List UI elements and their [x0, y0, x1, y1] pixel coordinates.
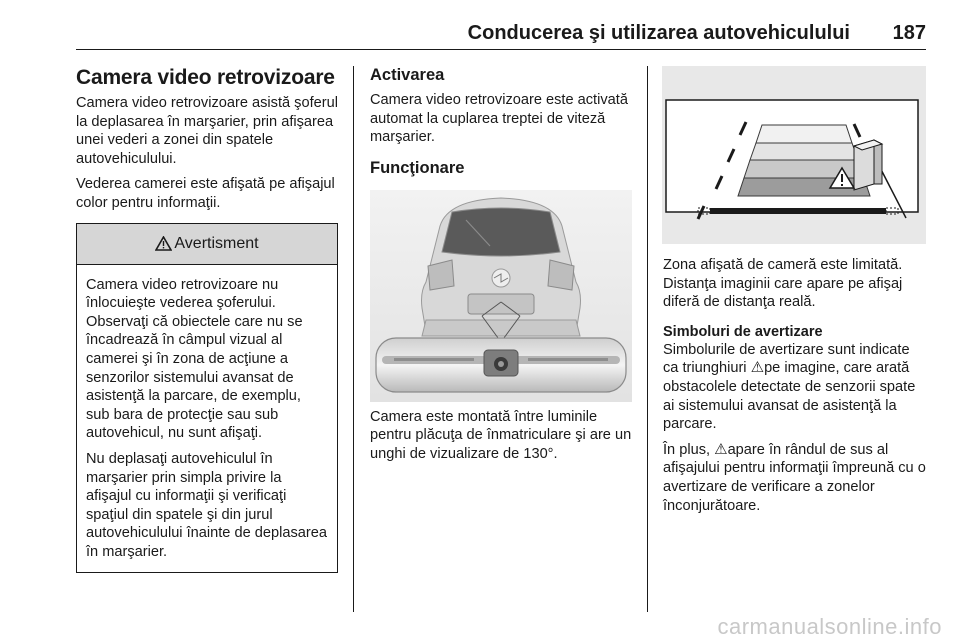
display-limit-paragraph: Zona afişată de cameră este limitată. Distanţa imaginii care apare pe afişaj diferă de distanţa reală.	[663, 257, 903, 311]
camera-caption: Camera este montată între luminile pentru plăcuţa de înmatriculare şi are un unghi de vizualizare de 130°.	[370, 408, 632, 462]
warning-symbols-text-end: pe imagine, care arată obstacolele detectate de senzorii spate ai sistemului avansat de asistenţă la parcare.	[663, 360, 916, 433]
warning-heading: Avertisment	[174, 234, 259, 252]
watermark: carmanualsonline.info	[717, 614, 942, 639]
page-number: 187	[892, 22, 926, 44]
section-title-warning-symbols: Simboluri de avertizare	[663, 323, 823, 340]
column-2	[370, 66, 632, 471]
intro-paragraph: Camera video retrovizoare asistă şoferul la deplasarea în marşarier, prin afişarea unei vederi a zonei din spatele autovehiculului.	[76, 95, 338, 167]
car-rear-camera-illustration	[370, 190, 632, 402]
header-rule	[76, 49, 926, 50]
camera-display-illustration	[662, 66, 926, 244]
warning-header	[77, 224, 337, 265]
warning-symbols-text-start: Simbolurile de avertizare sunt indicate ca triunghiuri	[663, 341, 910, 377]
section-title-activation: Activarea	[370, 66, 445, 84]
warning-triangle-icon: ⚠	[714, 440, 728, 458]
page-header	[76, 22, 926, 48]
warning-paragraph-2: Nu deplasaţi autovehiculul în marşarier prin simpla privire la afişajul cu informaţii şi verificaţi spaţiul din spatele şi din jurul autovehiculului înainte de deplasarea în marşarier.	[86, 450, 327, 560]
warning-symbols-paragraph	[663, 341, 927, 434]
column-divider-2	[647, 66, 648, 612]
warning-box	[76, 223, 338, 574]
display-paragraph: Vederea camerei este afişată pe afişajul color pentru informaţii.	[76, 176, 335, 211]
warning-triangle-icon: ⚠	[750, 359, 765, 377]
additional-warning-paragraph	[663, 441, 927, 515]
warning-triangle-icon	[155, 236, 172, 251]
additional-text-start: În plus,	[663, 441, 715, 458]
column-1	[76, 66, 338, 573]
column-3	[663, 66, 927, 522]
section-title-function: Funcţionare	[370, 158, 465, 177]
column-divider-1	[353, 66, 354, 612]
header-title: Conducerea şi utilizarea autovehiculului	[467, 22, 850, 44]
additional-text-end: apare în rândul de sus al afişajului pentru informaţii împreună cu o avertizare de verificare a zonelor înconjurătoare.	[663, 441, 926, 514]
warning-body	[77, 265, 337, 573]
section-title-camera: Camera video retrovizoare	[76, 66, 335, 89]
warning-paragraph-1: Camera video retrovizoare nu înlocuieşte vederea şoferului. Observaţi că obiectele care nu se încadrează în câmpul vizual al camerei şi în zona de acţiune a senzorilor sistemului avansat de asistenţă la parcare, de exemplu, sub bara de protecţie sau sub autovehicul, nu sunt afişaţi.	[86, 276, 303, 442]
activation-paragraph: Camera video retrovizoare este activată automat la cuplarea treptei de viteză marşarier.	[370, 92, 628, 146]
